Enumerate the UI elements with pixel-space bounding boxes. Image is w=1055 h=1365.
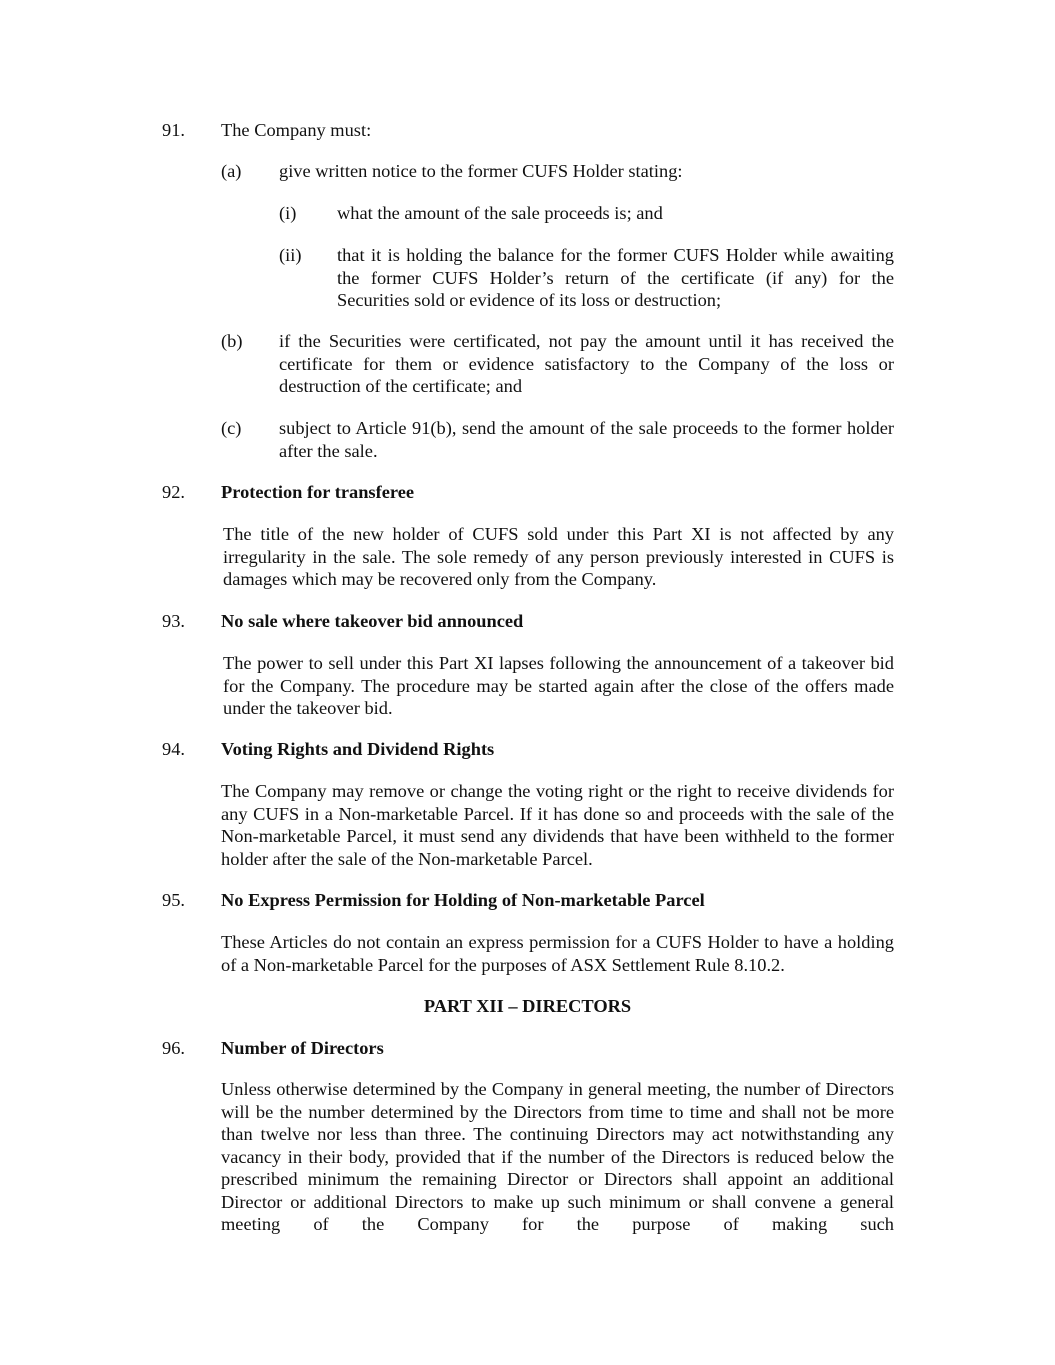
article-number: 94. xyxy=(162,739,185,759)
subitem-text: what the amount of the sale proceeds is; and xyxy=(337,203,663,223)
article-heading: No sale where takeover bid announced xyxy=(221,611,524,631)
article-body: Unless otherwise determined by the Company in general meeting, the number of Directors will be the number determined by the Directors from time to time and shall not be more than twelve nor less than three. The continuing Directors may act notwithstanding any vacancy in their body, provided that if the number of the Directors is reduced below the prescribed minimum the remaining Director or Directors shall appoint an additional Director or additional Directors to make up such minimum or shall convene a general meeting of the Company for the purpose of making such xyxy=(221,1079,894,1234)
article-body: The Company may remove or change the voting right or the right to receive dividends for any CUFS in a Non-marketable Parcel. If it has done so and proceeds with the sale of the Non-marketable Parcel, it must send any dividends that have been withheld to the former holder after the sale of the Non-marketable Parcel. xyxy=(221,781,894,869)
subitem-label: (i) xyxy=(279,203,297,223)
item-text: if the Securities were certificated, not pay the amount until it has received the certificate for them or evidence satisfactory to the Company of the loss or destruction of the certificate; and xyxy=(279,331,894,396)
item-label: (b) xyxy=(221,331,243,351)
article-body: The title of the new holder of CUFS sold under this Part XI is not affected by any irregularity in the sale. The sole remedy of any person previously interested in CUFS is damages which may be recovered only from the Company. xyxy=(223,524,894,589)
item-label: (a) xyxy=(221,161,242,181)
article-number: 96. xyxy=(162,1038,185,1058)
article-heading: Number of Directors xyxy=(221,1038,384,1058)
subitem-label: (ii) xyxy=(279,245,302,265)
article-body: The power to sell under this Part XI lapses following the announcement of a takeover bid for the Company. The procedure may be started again after the close of the offers made under the takeover bid. xyxy=(223,653,894,718)
article-heading: Voting Rights and Dividend Rights xyxy=(221,739,495,759)
article-intro: The Company must: xyxy=(221,120,372,140)
article-number: 91. xyxy=(162,120,185,140)
item-text: give written notice to the former CUFS Holder stating: xyxy=(279,161,683,181)
article-number: 95. xyxy=(162,890,185,910)
article-body: These Articles do not contain an express permission for a CUFS Holder to have a holding of a Non-marketable Parcel for the purposes of ASX Settlement Rule 8.10.2. xyxy=(221,932,894,975)
subitem-text: that it is holding the balance for the former CUFS Holder while awaiting the former CUFS Holder’s return of the certificate (if any) for the Securities sold or evidence of its loss or destruction; xyxy=(337,245,894,310)
item-text: subject to Article 91(b), send the amount of the sale proceeds to the former holder after the sale. xyxy=(279,418,894,461)
article-number: 93. xyxy=(162,611,185,631)
part-heading: PART XII – DIRECTORS xyxy=(423,996,632,1016)
article-heading: No Express Permission for Holding of Non-marketable Parcel xyxy=(221,890,705,910)
article-number: 92. xyxy=(162,482,185,502)
item-label: (c) xyxy=(221,418,242,438)
article-heading: Protection for transferee xyxy=(221,482,415,502)
